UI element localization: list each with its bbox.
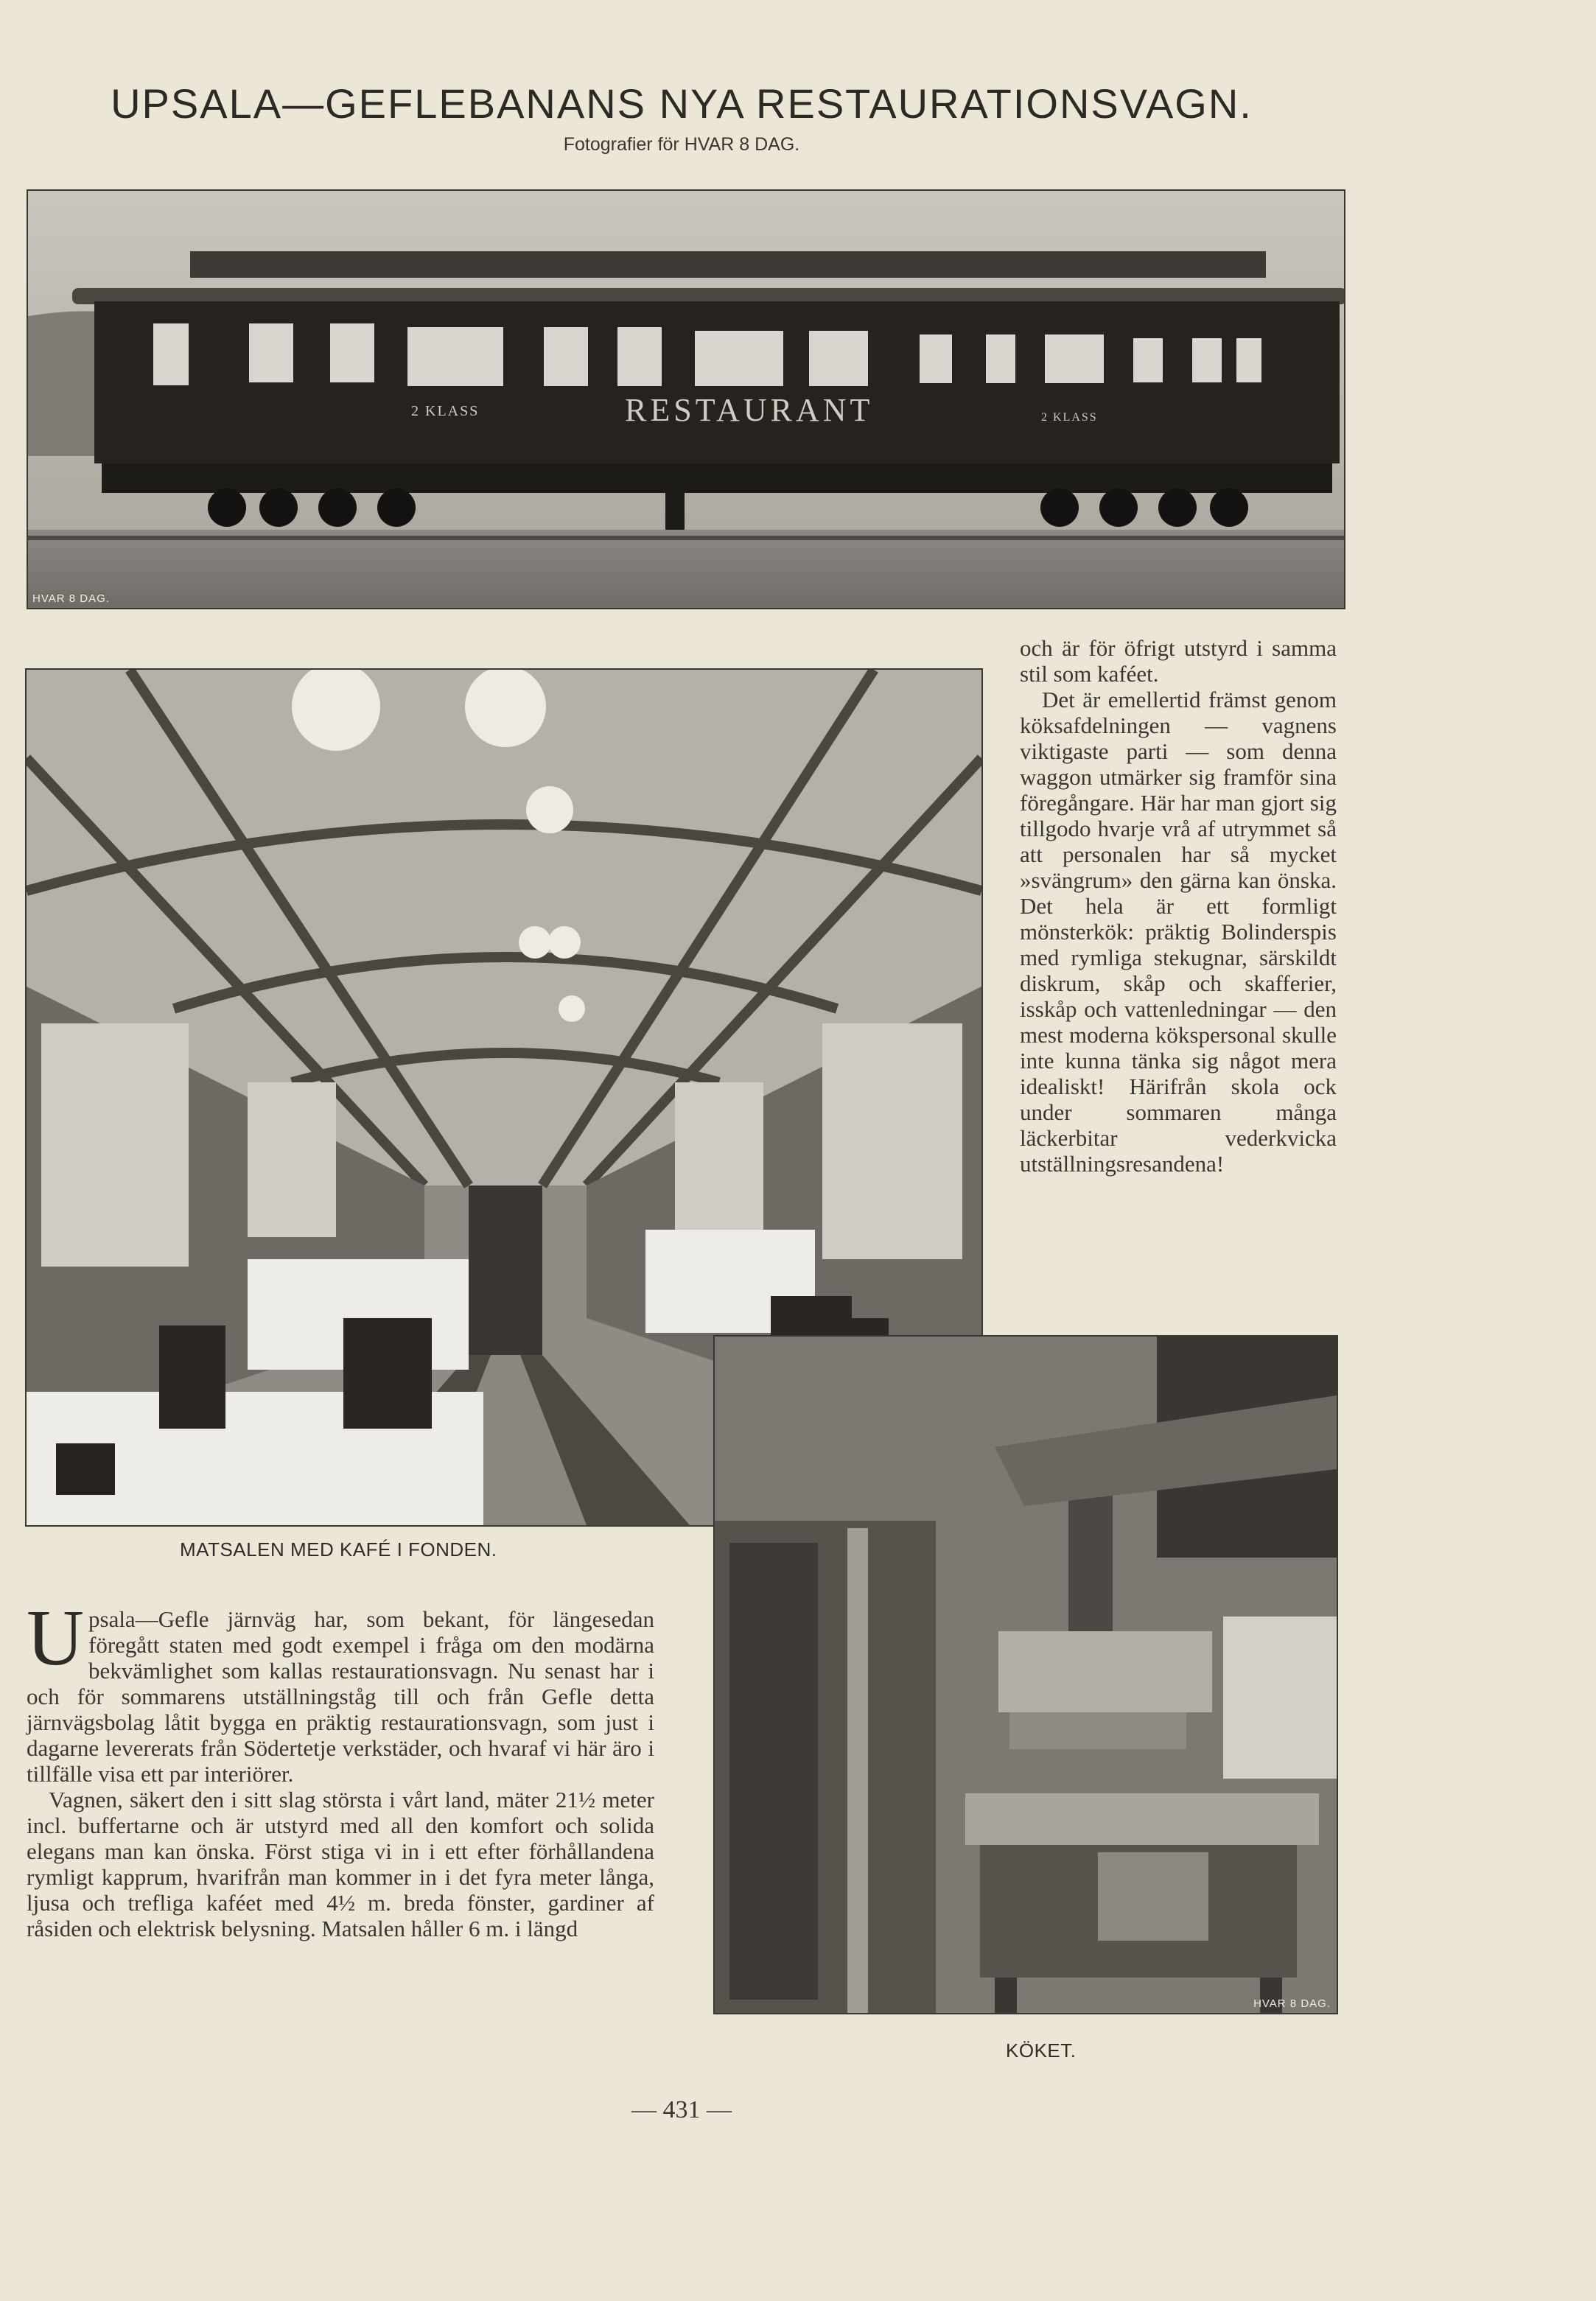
page-subtitle: Fotografier för HVAR 8 DAG. [563,134,800,155]
kitchen-illustration [715,1337,1337,2013]
article-dropcap: U [27,1594,84,1682]
photo-credit-kitchen: HVAR 8 DAG. [1253,1997,1331,2010]
article-left-paragraph: Vagnen, säkert den i sitt slag största i vårt land, mäter 21½ meter incl. buffertarne och är utstyrd med all den komfort och solida elegans man kan önska. Först stiga vi in i ett efter förhållandena rymligt kapprum, hvarifrån man kommer in i det fyra meter långa, ljusa och trefliga kaféet med 4½ m. breda fönster, gardiner af råsiden och elektrisk belysning. Matsalen håller 6 m. i längd [27,1787,654,1941]
car-label-right: 2 KLASS [1041,411,1098,424]
kitchen-photo [713,1335,1338,2014]
article-right-paragraph: och är för öfrigt utstyrd i samma stil som kaféet. [1020,635,1337,687]
car-label-left: 2 KLASS [411,403,480,419]
railcar-exterior-photo [27,189,1345,609]
article-left-paragraph: psala—Gefle järnväg har, som bekant, för längesedan föregått staten med godt exempel i fråga om den modärna bekvämlighet som kallas restaurationsvagn. Nu senast har i och för sommarens utställningståg till och från Gefle detta järnvägsbolag låtit bygga en präktig restaurationsvagn, som just i dagarne levererats från Södertetje verkstäder, och hvaraf vi här äro i tillfälle visa ett par interiörer. [27,1606,654,1787]
dining-room-caption: MATSALEN MED KAFÉ I FONDEN. [180,1538,497,1561]
page-title: UPSALA—GEFLEBANANS NYA RESTAURATIONSVAGN. [111,80,1253,127]
article-right-paragraph: Det är emellertid främst genom köksafdelningen — vagnens viktigaste parti — som denna waggon utmärker sig framför sina föregångare. Här har man gjort sig tillgodo hvarje vrå af utrymmet så att personalen har så mycket »svängrum» den gärna kan önska. Det hela är ett formligt mönsterkök: präktig Bolinderspis med rymliga stekugnar, särskildt diskrum, skåp och skafferier, isskåp och vattenledningar — den mest moderna kökspersonal skulle inte kunna tänka sig något mera idealiskt! Härifrån skola ock under sommaren många läckerbitar vederkvicka utställningsresandena! [1020,687,1337,1177]
article-left-column [27,1594,654,1941]
page-number: — 431 — [631,2096,732,2123]
article-right-column [1020,635,1337,1177]
photo-credit-exterior: HVAR 8 DAG. [32,592,110,605]
car-label-center: RESTAURANT [625,392,874,428]
railcar-exterior-illustration [28,191,1344,608]
kitchen-caption: KÖKET. [1006,2039,1077,2062]
